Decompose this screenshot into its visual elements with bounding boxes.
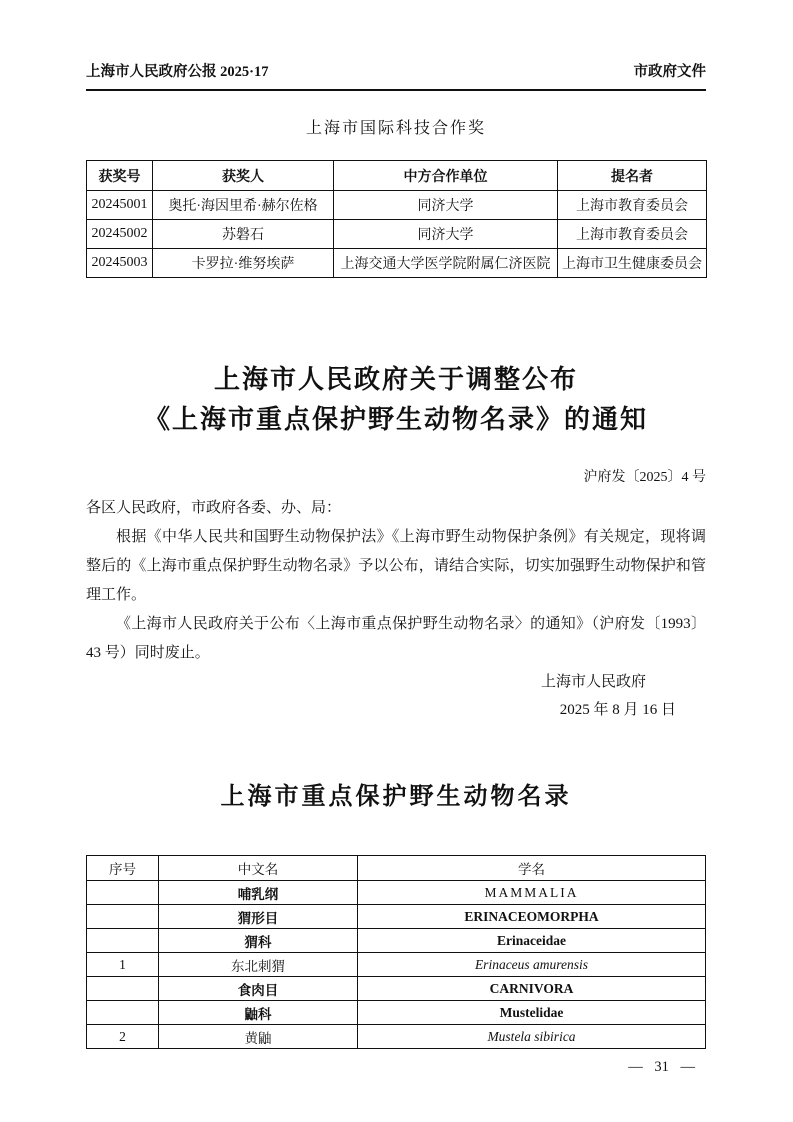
notice-title-line1: 上海市人民政府关于调整公布 — [213, 365, 578, 394]
awardee-cell: 卡罗拉·维努埃萨 — [153, 249, 334, 278]
catalog-title: 上海市重点保护野生动物名录 — [220, 784, 572, 810]
catalog-table-header-row — [87, 856, 706, 881]
index-cell — [87, 1001, 159, 1025]
table-row — [87, 977, 706, 1001]
nominator-cell: 上海市卫生健康委员会 — [558, 249, 707, 278]
chinese-name-cell: 食肉目 — [159, 977, 358, 1001]
chinese-name-cell: 东北刺猬 — [159, 953, 358, 977]
page-content — [86, 0, 706, 1076]
award-number-cell: 20245002 — [87, 220, 153, 249]
awardee-cell: 奥托·海因里希·赫尔佐格 — [153, 191, 334, 220]
document-category-label: 市政府文件 — [633, 64, 706, 80]
signature-date: 2025 年 8 月 16 日 — [559, 702, 676, 718]
notice-paragraph: 《上海市人民政府关于公布〈上海市重点保护野生动物名录〉的通知》（沪府发〔1993〕43 号）同时废止。 — [86, 616, 706, 661]
scientific-name-cell: Erinaceus amurensis — [358, 953, 706, 977]
notice-paragraph: 根据《中华人民共和国野生动物保护法》《上海市野生动物保护条例》有关规定，现将调整后的《上海市重点保护野生动物名录》予以公布，请结合实际，切实加强野生动物保护和管理工作。 — [86, 529, 706, 603]
document-number: 沪府发〔2025〕4 号 — [583, 470, 706, 485]
index-cell: 2 — [87, 1025, 159, 1049]
nominator-cell: 上海市教育委员会 — [558, 191, 707, 220]
notice-title — [86, 360, 706, 440]
award-number-cell: 20245003 — [87, 249, 153, 278]
catalog-header-scientific-name: 学名 — [358, 856, 706, 881]
award-table-header-row — [87, 161, 707, 191]
gazette-issue-label: 上海市人民政府公报 2025·17 — [86, 64, 269, 80]
catalog-table — [86, 855, 706, 1049]
page-number: — 31 — — [628, 1059, 695, 1075]
table-row — [87, 220, 707, 249]
running-header — [86, 60, 706, 91]
table-row — [87, 929, 706, 953]
award-number-cell: 20245001 — [87, 191, 153, 220]
signature-block — [86, 668, 706, 724]
signature-issuer: 上海市人民政府 — [540, 674, 646, 690]
chinese-name-cell: 哺乳纲 — [159, 881, 358, 905]
award-header-number: 获奖号 — [87, 161, 153, 191]
salutation: 各区人民政府，市政府各委、办、局： — [86, 500, 342, 516]
notice-body — [86, 494, 706, 668]
table-row — [87, 191, 707, 220]
index-cell — [87, 977, 159, 1001]
notice-title-line2: 《上海市重点保护野生动物名录》的通知 — [143, 405, 648, 434]
award-table — [86, 160, 707, 278]
chinese-name-cell: 鼬科 — [159, 1001, 358, 1025]
scientific-name-cell: Mustela sibirica — [358, 1025, 706, 1049]
table-row — [87, 249, 707, 278]
table-row — [87, 905, 706, 929]
catalog-header-chinese-name: 中文名 — [159, 856, 358, 881]
catalog-header-index: 序号 — [87, 856, 159, 881]
award-header-awardee: 获奖人 — [153, 161, 334, 191]
chinese-name-cell: 黄鼬 — [159, 1025, 358, 1049]
scientific-name-cell: MAMMALIA — [358, 881, 706, 905]
index-cell — [87, 905, 159, 929]
awardee-cell: 苏磐石 — [153, 220, 334, 249]
unit-cell: 同济大学 — [334, 191, 558, 220]
chinese-name-cell: 猬形目 — [159, 905, 358, 929]
unit-cell: 上海交通大学医学院附属仁济医院 — [334, 249, 558, 278]
table-row — [87, 1001, 706, 1025]
award-header-unit: 中方合作单位 — [334, 161, 558, 191]
chinese-name-cell: 猬科 — [159, 929, 358, 953]
scientific-name-cell: CARNIVORA — [358, 977, 706, 1001]
nominator-cell: 上海市教育委员会 — [558, 220, 707, 249]
award-header-nominator: 提名者 — [558, 161, 707, 191]
index-cell: 1 — [87, 953, 159, 977]
index-cell — [87, 881, 159, 905]
table-row — [87, 953, 706, 977]
unit-cell: 同济大学 — [334, 220, 558, 249]
award-section-title: 上海市国际科技合作奖 — [305, 120, 486, 137]
table-row — [87, 881, 706, 905]
scientific-name-cell: ERINACEOMORPHA — [358, 905, 706, 929]
table-row — [87, 1025, 706, 1049]
index-cell — [87, 929, 159, 953]
scientific-name-cell: Erinaceidae — [358, 929, 706, 953]
scientific-name-cell: Mustelidae — [358, 1001, 706, 1025]
